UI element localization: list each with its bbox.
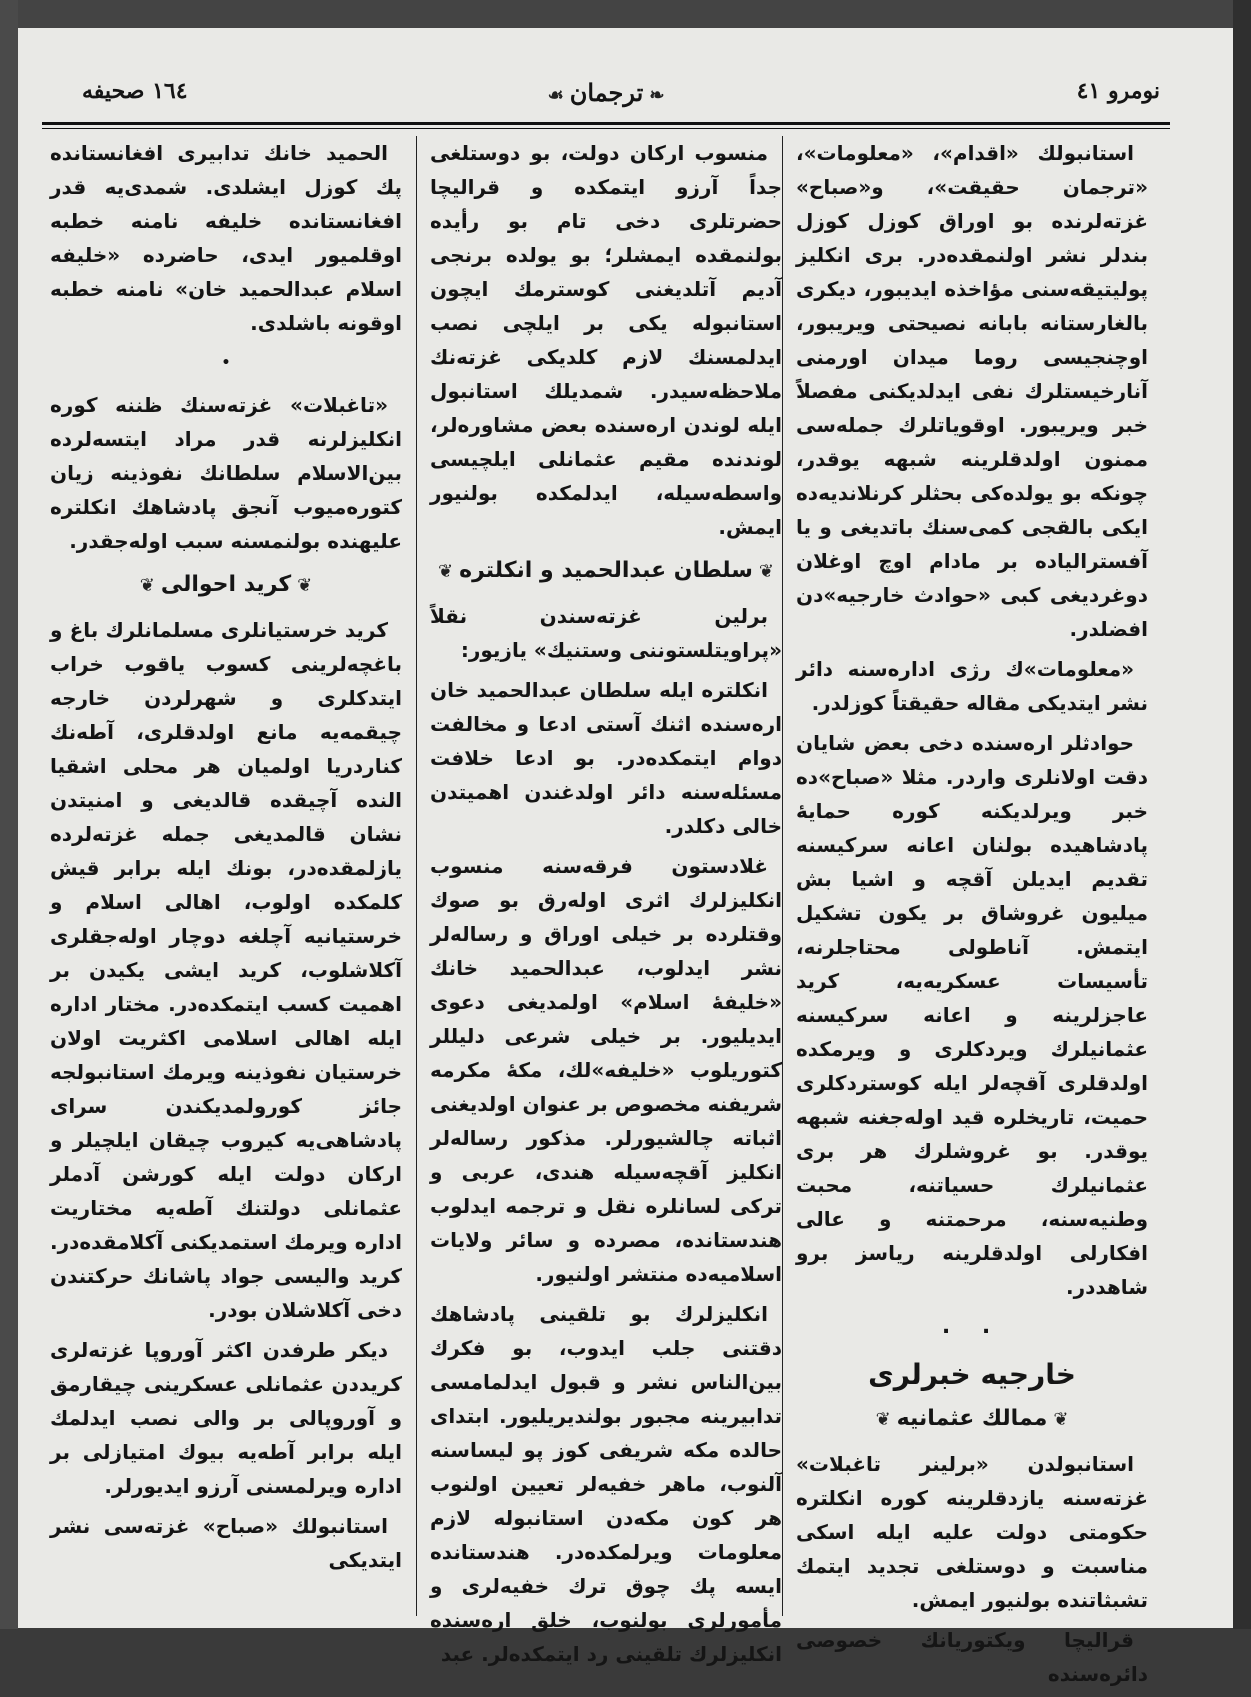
paragraph: برلين غزته‌سندن نقلاً «پراويتلستوننى وستنيك» يازيور: [430, 604, 782, 662]
subsection-heading [796, 1402, 1148, 1437]
paper-title: ترجمان [569, 78, 644, 107]
paragraph-separator: • [221, 355, 231, 371]
header-rule [42, 122, 1170, 125]
ornament-icon: ❦ [297, 575, 313, 596]
paragraph: غلادستون فرقه‌سنه منسوب انكليزلرك اثرى اوله‌رق بو صوك وقتلرده بر خيلى اوراق و رساله‌لر نشر ايدلوب، عبدالحميد خانك «خليفهٔ اسلام» اولمديغى دعوى ايديليور. بر خيلى شرعى دليللر كتوريلوب «خليفه»لك، مكهٔ مكرمه شريفنه مخصوص بر عنوان اولديغنى اثباته چالشيورلر. مذكور رساله‌لر انكليز آقچه‌سيله هندى، عربى و تركى لسانلره نقل و ترجمه ايدلوب هندستانده، مصرده و سائر ولايات اسلاميه‌ده منتشر اولنيور. [430, 854, 782, 1286]
ornament-icon: ❦ [758, 561, 774, 582]
paragraph: كريد خرستيانلرى مسلمانلرك باغ و باغچه‌لرينى كسوب ياقوب خراب ايتدكلرى و شهرلردن خارجه چيقمه‌يه مانع اولدقلرى، آطه‌نك كناردريا اولميان هر محلى اشقيا النده آچيقده قالديغى و امنيتدن نشان قالمديغى جمله غزته‌لرده يازلمقده‌در، بونك ايله برابر قيش كلمكده اولوب، اهالى اسلام و خرستيانيه آچلغه دوچار اوله‌جقلرى آكلاشلوب، كريد ايشى يكيدن بر اهميت كسب ايتمكده‌در. مختار اداره ايله اهالى اسلامى اكثريت اولان خرستيان نفوذينه ويرمك استانبولجه جائز كورولمديكندن سراى پادشاهى‌يه كيروب چيقان ايلچيلر و اركان دولت ايله كورشن آدملر عثمانلى دولتنك آطه‌يه مختاريت اداره ويرمك استمديكنى آكلامقده‌در. كريد واليسى جواد پاشانك حركتندن دخى آكلاشلان بودر. [50, 618, 402, 1322]
ornament-icon: ❦ [438, 561, 454, 582]
paragraph: انكلتره ايله سلطان عبدالحميد خان اره‌سنده اثنك آستى ادعا و مخالفت دوام ايتمكده‌در. بو ادعا خلافت مسئله‌سنه دائر اولدغندن اهميتدن خالى دكلدر. [430, 678, 782, 838]
paragraph: قراليچا ويكتوريانك خصوصى دائره‌سنده [796, 1628, 1148, 1686]
ornament-icon: ❦ [1053, 1409, 1069, 1430]
ornament-icon: ☙ [547, 85, 564, 106]
paragraph: استانبولك «اقدام»، «معلومات»، «ترجمان حقيقت»، و«صباح» غزته‌لرنده بو اوراق كوزل كوزل بندلر نشر اولنمقده‌در. برى انكليز پوليتيقه‌سنى مؤاخذه ايديبور، ديكرى بالغارستانه بابانه نصيحتى ويريبور، اوچنجيسى روما ميدان اورمنى آنارخيستلرك نفى ايدلديكنى مفصلاً خبر ويريبور. اوقوياتلرك جمله‌سى ممنون اولدقلرينه شبهه يوقدر، چونكه بو يولده‌كى بحثلر كرنلانديه‌ده ايكى بالقجى كمى‌سنك باتديغى و يا آفستراليا‌ده بر مادام اوچ اوغلان دوغرديغى كبى «حوادث خارجيه»دن افضلدر. [796, 141, 1148, 641]
masthead-title [542, 78, 671, 107]
paragraph: «معلومات»ك رژى اداره‌سنه دائر نشر ايتديكى مقاله حقيقتاً كوزلدر. [796, 657, 1148, 715]
scan-border-top [0, 0, 1251, 28]
article-heading [430, 554, 782, 589]
column-divider [782, 136, 783, 1616]
column-left [50, 136, 402, 1583]
section-dots: . . [941, 1314, 1003, 1339]
newspaper-page [18, 28, 1233, 1686]
scan-border-right [1233, 0, 1251, 1629]
ornament-icon: ❦ [875, 1409, 891, 1430]
paragraph: حوادثلر اره‌سنده دخى بعض شايان دقت اولانلرى واردر. مثلا «صباح»ده خبر ويرلديكنه كوره حمايهٔ پادشاهيده بولنان اعانه سركيسنه تقديم ايديلن آقچه و اشيا بش ميليون غروشاق بر يكون تشكيل ايتمش. آناطولى محتاجلرنه، تأسيسات عسكريه‌يه، كريد عاجزلرينه و اعانه سركيسنه عثمانيلرك ويردكلرى و ويرمكده اولدقلرى آقچه‌لر ايله كوستردكلرى حميت، تاريخلره قيد اوله‌جغنه شبهه يوقدر. بو غروشلرك هر برى عثمانيلرك حسياتنه، محبت وطنيه‌سنه، مرحمتنه و عالى افكارلى اولدقلرينه رياسز برو شاهددر. [796, 731, 1148, 1299]
subsection-title: ممالك عثمانيه [896, 1406, 1048, 1431]
paragraph: ديكر طرفدن اكثر آوروپا غزته‌لرى كريددن عثمانلى عسكرينى چيقارمق و آوروپالى بر والى نصب ايدلمك ايله برابر آطه‌يه بيوك امتيازلى بر اداره ويرلمسنى آرزو ايديورلر. [50, 1338, 402, 1498]
scan-border-left [0, 0, 18, 1629]
paragraph: استانبولدن «برلينر تاغبلات» غزته‌سنه يازدقلرينه كوره انكلتره حكومتى دولت عليه ايله اسكى مناسبت و دوستلغى تجديد ايتمك تشبثاتنده بولنيور ايمش. [796, 1452, 1148, 1612]
masthead [42, 70, 1170, 128]
article-title: سلطان عبدالحميد و انكلتره [459, 558, 753, 583]
column-right [796, 136, 1148, 1697]
ornament-icon: ❦ [139, 575, 155, 596]
paragraph: انكليزلرك بو تلقينى پادشاهك دقتنى جلب ايدوب، بو فكرك بين‌الناس نشر و قبول ايدلمامسى تدابيرينه مجبور بولنديريليور. ابتداى حالده مكه شريفى كوز پو ليساسنه آلنوب، ماهر خفيه‌لر تعيين اولنوب هر كون مكه‌دن استانبوله لازم معلومات ويرلمكده‌در. هندستانده ايسه پك چوق ترك خفيه‌لرى و مأمورلرى بولنوب، خلق اره‌سنده انكليزلرك تلقينى رد ايتمكده‌لر. عبد [430, 1302, 782, 1666]
paragraph: منسوب اركان دولت، بو دوستلغى جداً آرزو ايتمكده و قراليچا حضرتلرى دخى تام بو رأيده بولنمقده ايمشلر؛ بو يولده برنجى آديم آتلديغنى كوسترمك ايچون استانبوله يكى بر ايلچى نصب ايدلمسنك لازم كلديكى غزته‌نك ملاحظه‌سيدر. شمديلك استانبول ايله لوندن اره‌سنده بعض مشاوره‌لر، لوندنده مقيم عثمانلى ايلچيسى واسطه‌سيله، ايدلمكده بولنيور ايمش. [430, 141, 782, 539]
article-title: كريد احوالى [160, 572, 292, 597]
article-heading [50, 568, 402, 603]
paragraph: الحميد خانك تدابيرى افغانستانده پك كوزل ايشلدى. شمدى‌يه قدر افغانستانده خليفه نامنه خطبه اوقلميور ايدى، حاضرده «خليفه اسلام عبدالحميد خان» نامنه خطبه اوقونه باشلدى. [50, 141, 402, 335]
section-heading: خارجيه خبرلرى [868, 1358, 1076, 1391]
ornament-icon: ❧ [649, 85, 665, 106]
paragraph: «تاغبلات» غزته‌سنك ظننه كوره انكليزلرنه قدر مراد ايتسه‌لرده بين‌الاسلام سلطانك نفوذينه زيان كتوره‌ميوب آنجق پادشاهك انكلتره عليهنده بولنمسنه سبب اوله‌جقدر. [50, 393, 402, 553]
issue-number: نومرو ٤١ [1076, 78, 1160, 104]
header-rule-thin [42, 128, 1170, 129]
page-number: ١٦٤ صحيفه [82, 78, 188, 104]
column-divider [416, 136, 417, 1616]
paragraph: استانبولك «صباح» غزته‌سى نشر ايتديكى [50, 1514, 402, 1572]
column-middle [430, 136, 782, 1677]
